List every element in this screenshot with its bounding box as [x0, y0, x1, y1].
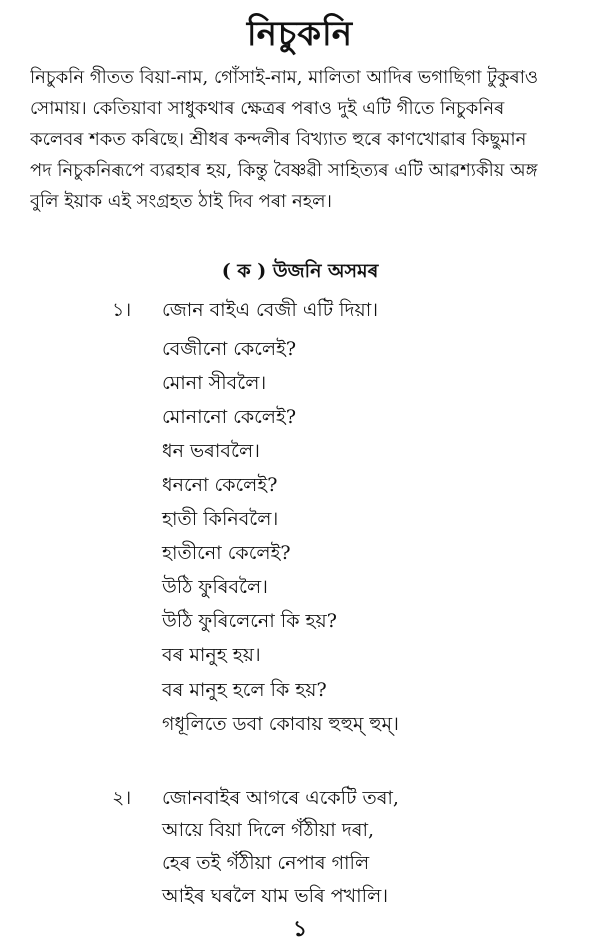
verse-line: আইৰ ঘৰলৈ যাম ভৰি পখালি। — [162, 885, 389, 907]
verse-line: বৰ মানুহ হলে কি হয়? — [162, 679, 327, 701]
intro-line: কলেবৰ শকত কৰিছে। শ্ৰীধৰ কন্দলীৰ বিখ্যাত হুৰে কাণখোৱাৰ কিছুমান — [30, 129, 527, 150]
verse-line: গধূলিতে ডবা কোবায় হুহুম্ হুম্। — [162, 713, 399, 735]
verse-line: মোনা সীবলৈ। — [162, 372, 267, 394]
verse-line: জোনবাইৰ আগৰে একেটি তৰা, — [162, 787, 399, 809]
verse-line: উঠি ফুৰিবলৈ। — [162, 576, 268, 598]
verse-line: বৰ মানুহ হয়। — [162, 644, 261, 666]
verse-line: হাতী কিনিবলৈ। — [162, 508, 279, 530]
page-number: ১ — [292, 916, 308, 942]
intro-line: পদ নিচুকনিৰূপে ব্যৱহাৰ হয়, কিন্তু বৈষ্ণৱী সাহিত্যৰ এটি আৱশ্যকীয় অঙ্গ — [30, 160, 538, 181]
verse-line: হাতীনো কেলেই? — [162, 542, 291, 564]
verse-line: জোন বাইএ বেজী এটি দিয়া। — [162, 299, 379, 321]
intro-line: বুলি ইয়াক এই সংগ্ৰহত ঠাই দিব পৰা নহল। — [30, 191, 332, 212]
verse-line: ধননো কেলেই? — [162, 474, 278, 496]
verse-line: হেৰ তই গঁঠীয়া নেপাৰ গালি — [162, 852, 370, 874]
verse-line: বেজীনো কেলেই? — [162, 338, 297, 360]
verse-number: ১। — [112, 299, 132, 321]
verse-number: ২। — [112, 787, 132, 809]
intro-line: সোমায়। কেতিয়াবা সাধুকথাৰ ক্ষেত্ৰৰ পৰাও দুই এটি গীতে নিচুকনিৰ — [30, 98, 505, 119]
verse-line: মোনানো কেলেই? — [162, 406, 297, 428]
verse-line: আয়ে বিয়া দিলে গঁঠীয়া দৰা, — [162, 819, 375, 841]
section-heading: ( ক ) উজনি অসমৰ — [221, 260, 379, 282]
verse-line: উঠি ফুৰিলেনো কি হয়? — [162, 610, 337, 632]
verse-line: ধন ভৰাবলৈ। — [162, 440, 260, 462]
page-title: নিচুকনি — [246, 14, 354, 54]
intro-line: নিচুকনি গীতত বিয়া-নাম, গোঁসাই-নাম, মালিতা আদিৰ ভগাছিগা টুকুৰাও — [30, 67, 539, 88]
